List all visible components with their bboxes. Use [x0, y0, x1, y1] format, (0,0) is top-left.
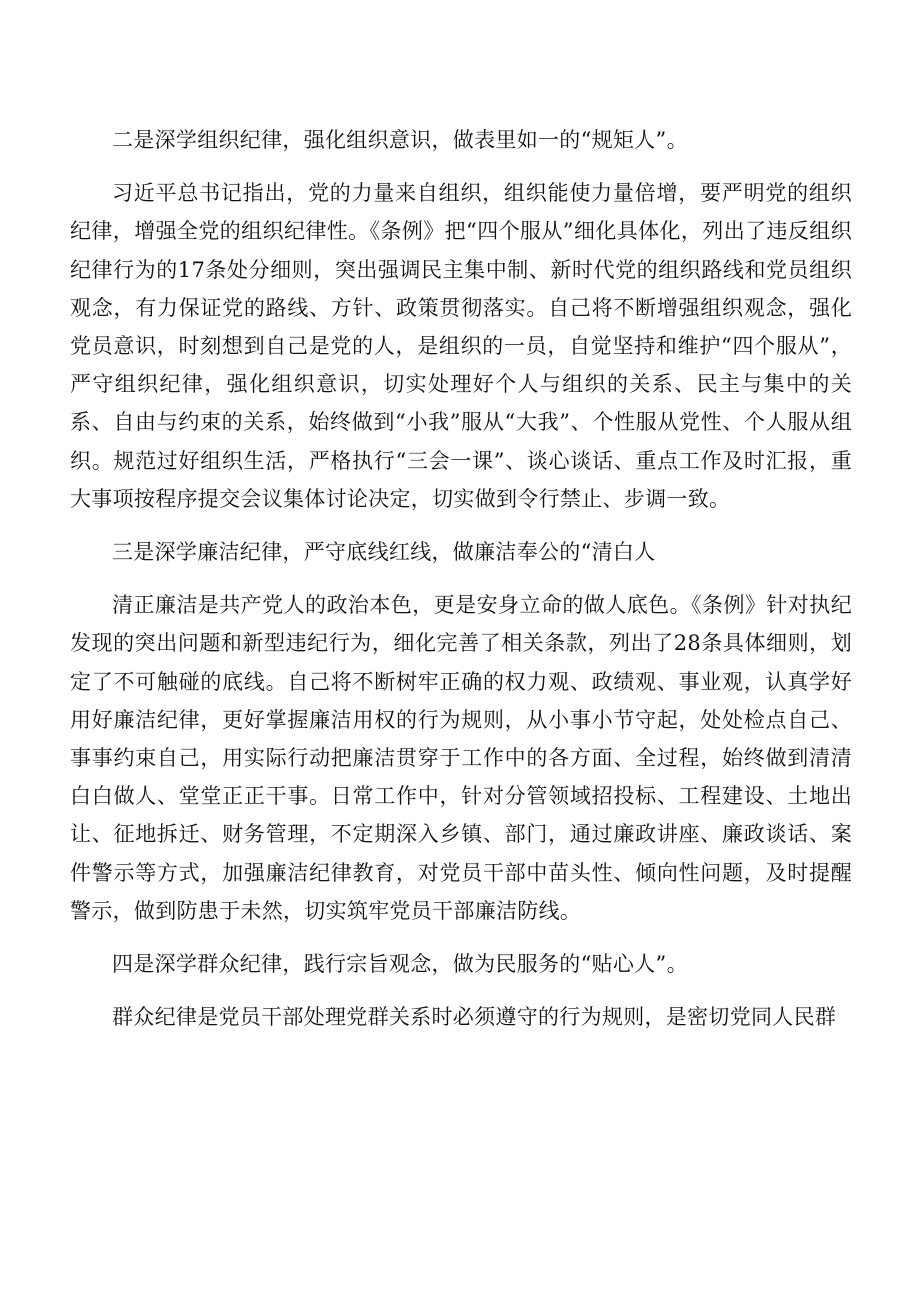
paragraph-organization-discipline: 习近平总书记指出，党的力量来自组织，组织能使力量倍增，要严明党的组织纪律，增强全党的组织纪律性。《条例》把“四个服从”细化具体化，列出了违反组织纪律行为的17条处分细则，突出强调民主集中制、新时代党的组织路线和党员组织观念，有力保证党的路线、方针、政策贯彻落实。自己将不断增强组织观念，强化党员意识，时刻想到自己是党的人，是组织的一员，自觉坚持和维护“四个服从”，严守组织纪律，强化组织意识，切实处理好个人与组织的关系、民主与集中的关系、自由与约束的关系，始终做到“小我”服从“大我”、个性服从党性、个人服从组织。规范过好组织生活，严格执行“三会一课”、谈心谈话、重点工作及时汇报，重大事项按程序提交会议集体讨论决定，切实做到令行禁止、步调一致。	[70, 181, 852, 511]
paragraph-heading-2: 二是深学组织纪律，强化组织意识，做表里如一的“规矩人”。	[112, 128, 688, 152]
paragraph-integrity-discipline: 清正廉洁是共产党人的政治本色，更是安身立命的做人底色。《条例》针对执纪发现的突出问题和新型违纪行为，细化完善了相关条款，列出了28条具体细则，划定了不可触碰的底线。自己将不断树牢正确的权力观、政绩观、事业观，认真学好用好廉洁纪律，更好掌握廉洁用权的行为规则，从小事小节守起，处处检点自己、事事约束自己，用实际行动把廉洁贯穿于工作中的各方面、全过程，始终做到清清白白做人、堂堂正正干事。日常工作中，针对分管领域招投标、工程建设、土地出让、征地拆迁、财务管理，不定期深入乡镇、部门，通过廉政讲座、廉政谈话、案件警示等方式，加强廉洁纪律教育，对党员干部中苗头性、倾向性问题，及时提醒警示，做到防患于未然，切实筑牢党员干部廉洁防线。	[70, 593, 852, 923]
document-body	[70, 121, 852, 1051]
paragraph-heading-4: 四是深学群众纪律，践行宗旨观念，做为民服务的“贴心人”。	[112, 952, 688, 977]
paragraph-heading-3: 三是深学廉洁纪律，严守底线红线，做廉洁奉公的“清白人	[112, 540, 656, 565]
paragraph-mass-discipline: 群众纪律是党员干部处理党群关系时必须遵守的行为规则，是密切党同人民群	[112, 1005, 837, 1030]
